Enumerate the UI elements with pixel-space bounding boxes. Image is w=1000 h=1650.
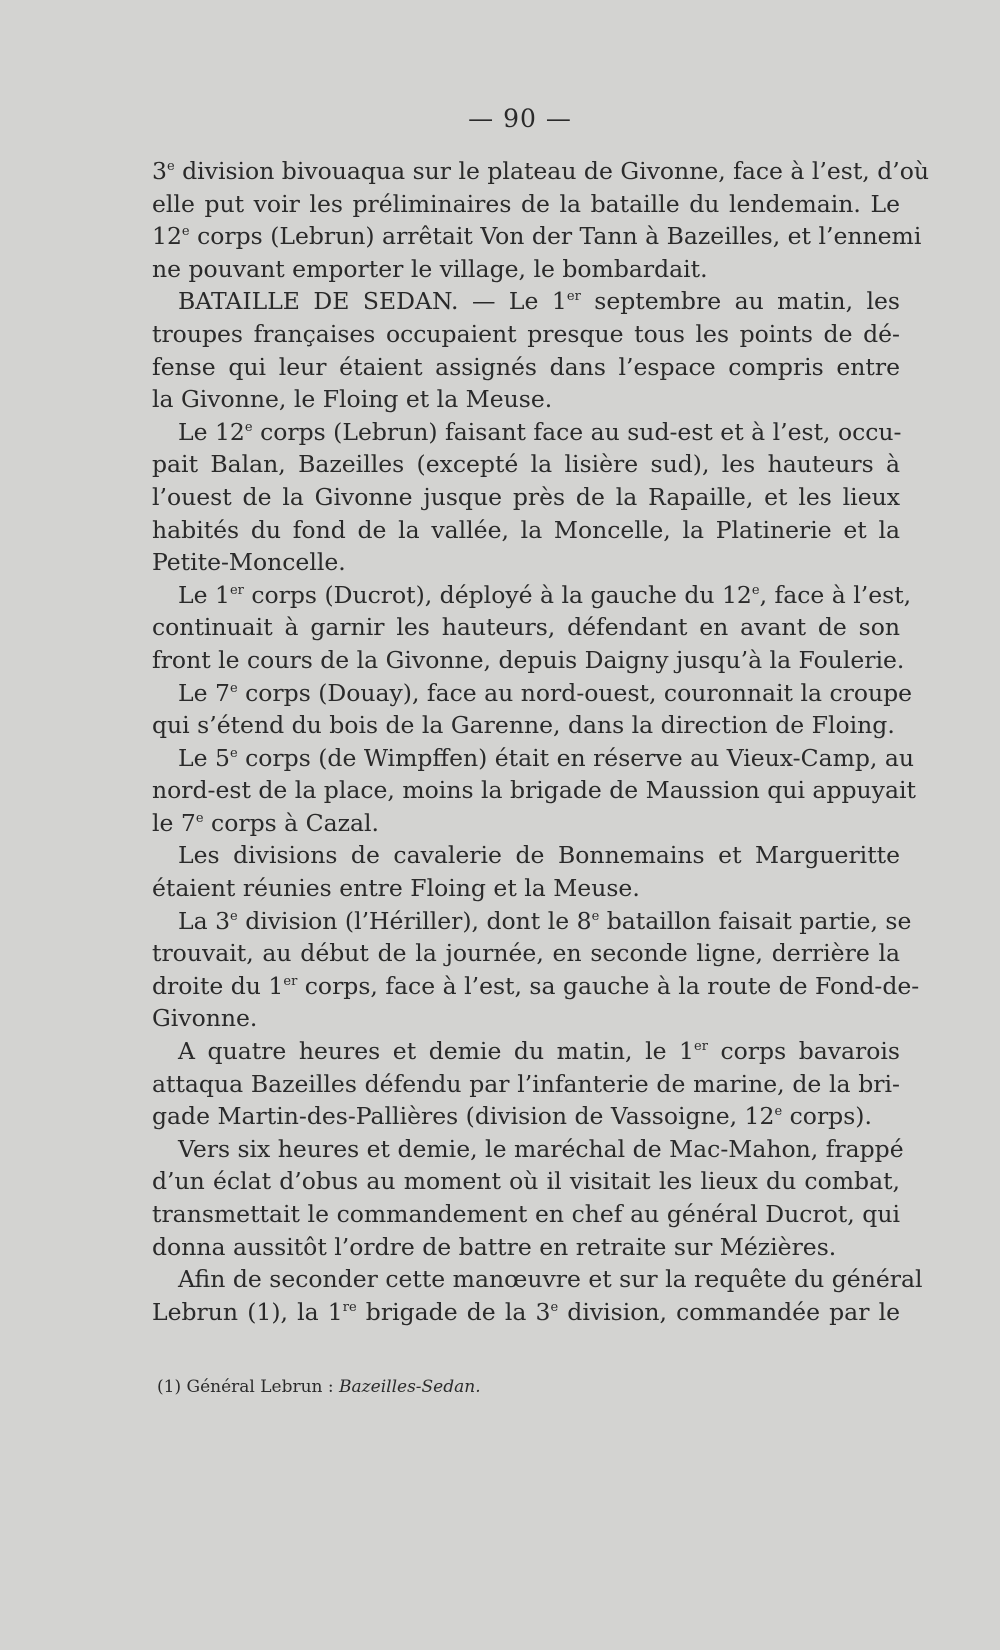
paragraph xyxy=(152,155,930,285)
text-line: Vers six heures et demie, le maréchal de Mac-Mahon, frappé xyxy=(178,1134,904,1163)
footnote-text: Général Lebrun : xyxy=(186,1377,334,1397)
text-line: le 7e corps à Cazal. xyxy=(152,808,379,837)
page-number: — 90 — xyxy=(468,104,572,133)
paragraph xyxy=(152,1035,900,1133)
text-line: trouvait, au début de la journée, en seconde ligne, derrière la xyxy=(152,939,900,968)
text-line: Les divisions de cavalerie de Bonnemains et Margueritte xyxy=(178,841,900,870)
body-text xyxy=(152,155,930,1328)
paragraph xyxy=(152,285,900,415)
text-line: la Givonne, le Floing et la Meuse. xyxy=(152,385,553,414)
text-line: Le 1er corps (Ducrot), déployé à la gauche du 12e, face à l’est, xyxy=(178,580,912,609)
footnote-title: Bazeilles-Sedan. xyxy=(339,1377,481,1397)
text-line: Lebrun (1), la 1re brigade de la 3e division, commandée par le xyxy=(152,1297,900,1326)
text-line: étaient réunies entre Floing et la Meuse. xyxy=(152,874,640,903)
text-line: 3e division bivouaqua sur le plateau de Givonne, face à l’est, d’où xyxy=(152,157,930,185)
text-line: 12e corps (Lebrun) arrêtait Von der Tann à Bazeilles, et l’ennemi xyxy=(152,222,922,251)
text-line: qui s’étend du bois de la Garenne, dans la direction de Floing. xyxy=(152,711,895,740)
text-line: Givonne. xyxy=(152,1004,258,1033)
paragraph xyxy=(152,579,912,677)
text-line: d’un éclat d’obus au moment où il visitait les lieux du combat, xyxy=(152,1167,900,1196)
footnote-marker: (1) xyxy=(157,1377,182,1397)
paragraph xyxy=(152,905,920,1035)
paragraph xyxy=(152,416,900,579)
paragraph xyxy=(152,1263,923,1328)
footnote xyxy=(157,1377,481,1397)
text-line: gade Martin-des-Pallières (division de Vassoigne, 12e corps). xyxy=(152,1102,872,1131)
text-line: Le 7e corps (Douay), face au nord-ouest, couronnait la croupe xyxy=(178,678,913,707)
text-line: Le 5e corps (de Wimpffen) était en réserve au Vieux-Camp, au xyxy=(178,743,914,772)
text-line: droite du 1er corps, face à l’est, sa gauche à la route de Fond-de- xyxy=(152,971,920,1000)
text-line: attaqua Bazeilles défendu par l’infanterie de marine, de la bri- xyxy=(152,1069,900,1098)
paragraph xyxy=(152,1133,904,1263)
paragraph xyxy=(152,742,916,840)
text-line: Le 12e corps (Lebrun) faisant face au sud-est et à l’est, occu- xyxy=(178,417,902,446)
text-line: donna aussitôt l’ordre de battre en retraite sur Mézières. xyxy=(152,1232,837,1261)
text-line: pait Balan, Bazeilles (excepté la lisière sud), les hauteurs à xyxy=(152,450,900,479)
text-line: fense qui leur étaient assignés dans l’espace compris entre xyxy=(152,352,900,381)
text-line: ne pouvant emporter le village, le bombardait. xyxy=(152,254,708,283)
text-line: habités du fond de la vallée, la Moncelle, la Platinerie et la xyxy=(152,515,900,544)
text-line: front le cours de la Givonne, depuis Daigny jusqu’à la Foulerie. xyxy=(152,645,905,674)
text-line: continuait à garnir les hauteurs, défendant en avant de son xyxy=(152,613,900,642)
paragraph xyxy=(152,677,913,742)
text-line: La 3e division (l’Hériller), dont le 8e bataillon faisait partie, se xyxy=(178,906,912,935)
paragraph xyxy=(152,839,900,904)
text-line: transmettait le commandement en chef au général Ducrot, qui xyxy=(152,1200,900,1228)
text-line: l’ouest de la Givonne jusque près de la Rapaille, et les lieux xyxy=(152,482,900,511)
text-line: Petite-Moncelle. xyxy=(152,548,346,577)
text-line: elle put voir les préliminaires de la bataille du lendemain. Le xyxy=(152,189,900,218)
text-line: A quatre heures et demie du matin, le 1er corps bavarois xyxy=(178,1037,900,1066)
text-line: troupes françaises occupaient presque tous les points de dé- xyxy=(152,319,900,348)
text-line: nord-est de la place, moins la brigade de Maussion qui appuyait xyxy=(152,776,916,805)
text-line: BATAILLE DE SEDAN. — Le 1er septembre au matin, les xyxy=(178,287,900,316)
text-line: Afin de seconder cette manœuvre et sur la requête du général xyxy=(178,1265,923,1294)
